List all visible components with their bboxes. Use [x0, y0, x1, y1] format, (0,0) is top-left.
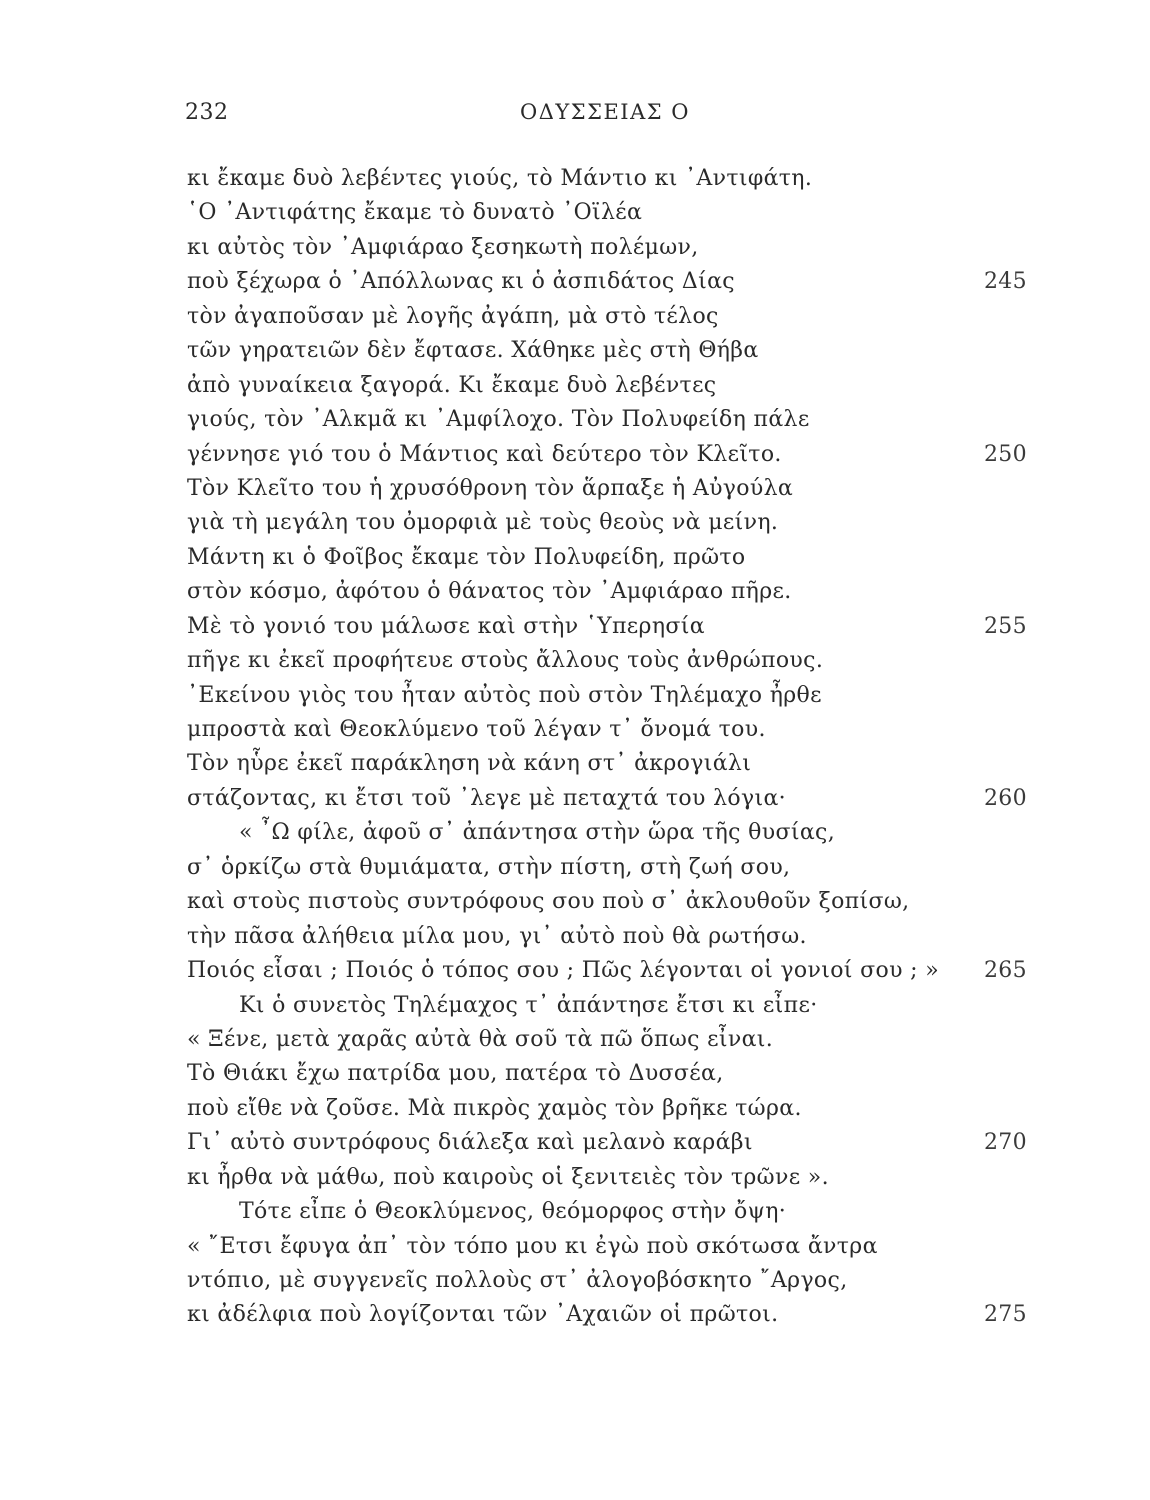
verse-text: Ποιός εἶσαι ; Ποιός ὁ τόπος σου ; Πῶς λέγονται οἱ γονιοί σου ; »	[187, 958, 940, 984]
verse-text: Γι᾿ αὐτὸ συντρόφους διάλεξα καὶ μελανὸ καράβι	[187, 1130, 753, 1156]
verse-line	[187, 1092, 1027, 1126]
verse-line	[187, 369, 1027, 403]
verse-text: στὸν κόσμο, ἀφότου ὁ θάνατος τὸν ᾿Αμφιάραο πῆρε.	[187, 579, 792, 605]
verse-text: σ᾿ ὁρκίζω στὰ θυμιάματα, στὴν πίστη, στὴ ζωή σου,	[187, 854, 791, 880]
verse-line	[187, 1023, 1027, 1057]
verse-line	[187, 1298, 1027, 1332]
verse-line	[187, 1161, 1027, 1195]
verse-line	[187, 506, 1027, 540]
page-header	[185, 100, 1025, 136]
verse-text: γέννησε γιό του ὁ Μάντιος καὶ δεύτερο τὸν Κλεῖτο.	[187, 441, 782, 467]
verse-line	[187, 644, 1027, 678]
verse-text: Μὲ τὸ γονιό του μάλωσε καὶ στὴν ῾Υπερησία	[187, 613, 705, 639]
verse-line	[187, 575, 1027, 609]
verse-text: τὸν ἀγαποῦσαν μὲ λογῆς ἀγάπη, μὰ στὸ τέλος	[187, 303, 719, 329]
verse-line	[187, 610, 1027, 644]
verse-text: Τότε εἶπε ὁ Θεοκλύμενος, θεόμορφος στὴν ὄψη·	[239, 1199, 787, 1225]
page-number: 232	[185, 100, 229, 125]
verse-text: γιούς, τὸν ᾿Αλκμᾶ κι ᾿Αμφίλοχο. Τὸν Πολυφείδη πάλε	[187, 407, 810, 433]
verse-line	[187, 472, 1027, 506]
verse-text: Μάντη κι ὁ Φοῖβος ἔκαμε τὸν Πολυφείδη, πρῶτο	[187, 544, 746, 570]
line-number: 245	[983, 269, 1027, 295]
verse-text: γιὰ τὴ μεγάλη του ὀμορφιὰ μὲ τοὺς θεοὺς νὰ μείνη.	[187, 510, 779, 536]
verse-line	[187, 541, 1027, 575]
verse-text: κι ἦρθα νὰ μάθω, ποὺ καιροὺς οἱ ξενιτειὲς τὸν τρῶνε ».	[187, 1164, 829, 1190]
verse-line	[187, 438, 1027, 472]
verse-line	[187, 1057, 1027, 1091]
verse-text: ἀπὸ γυναίκεια ξαγορά. Κι ἔκαμε δυὸ λεβέντες	[187, 372, 717, 398]
verse-line	[187, 1195, 1027, 1229]
verse-line	[187, 851, 1027, 885]
verse-text: τὴν πᾶσα ἀλήθεια μίλα μου, γι᾿ αὐτὸ ποὺ θὰ ρωτήσω.	[187, 923, 807, 949]
verse-line	[187, 1264, 1027, 1298]
line-number: 265	[983, 958, 1027, 984]
verse-text: κι ἔκαμε δυὸ λεβέντες γιούς, τὸ Μάντιο κι ᾿Αντιφάτη.	[187, 166, 813, 191]
verse-text: ῾Ο ᾿Αντιφάτης ἔκαμε τὸ δυνατὸ ᾿Οϊλέα	[187, 200, 643, 226]
line-number: 270	[983, 1130, 1027, 1156]
poem-text	[187, 162, 1027, 1333]
verse-line	[187, 403, 1027, 437]
verse-text: « ῎Ετσι ἔφυγα ἀπ᾿ τὸν τόπο μου κι ἐγὼ ποὺ σκότωσα ἄντρα	[187, 1233, 878, 1259]
verse-text: Τὸν ηὗρε ἐκεῖ παράκληση νὰ κάνη στ᾿ ἀκρογιάλι	[187, 751, 752, 777]
verse-line	[187, 713, 1027, 747]
verse-text: στάζοντας, κι ἔτσι τοῦ ᾽λεγε μὲ πεταχτά του λόγια·	[187, 785, 786, 811]
verse-text: Τὸ Θιάκι ἔχω πατρίδα μου, πατέρα τὸ Δυσσέα,	[187, 1061, 724, 1087]
verse-text: Τὸν Κλεῖτο του ἡ χρυσόθρονη τὸν ἅρπαξε ἡ Αὐγούλα	[187, 475, 794, 501]
verse-text: ντόπιο, μὲ συγγενεῖς πολλοὺς στ᾿ ἀλογοβόσκητο ῎Αργος,	[187, 1268, 848, 1293]
verse-line	[187, 989, 1027, 1023]
verse-line	[187, 265, 1027, 299]
verse-line	[187, 162, 1027, 196]
verse-line	[187, 196, 1027, 230]
verse-text: ποὺ εἴθε νὰ ζοῦσε. Μὰ πικρὸς χαμὸς τὸν βρῆκε τώρα.	[187, 1095, 802, 1121]
line-number: 275	[983, 1302, 1027, 1328]
verse-text: πῆγε κι ἐκεῖ προφήτευε στοὺς ἄλλους τοὺς ἀνθρώπους.	[187, 648, 824, 674]
verse-line	[187, 885, 1027, 919]
verse-line	[187, 782, 1027, 816]
line-number: 255	[983, 613, 1027, 639]
verse-line	[187, 334, 1027, 368]
verse-text: καὶ στοὺς πιστοὺς συντρόφους σου ποὺ σ᾿ ἀκλουθοῦν ξοπίσω,	[187, 889, 910, 915]
verse-line	[187, 816, 1027, 850]
verse-text: μπροστὰ καὶ Θεοκλύμενο τοῦ λέγαν τ᾿ ὄνομά του.	[187, 717, 766, 742]
running-title: ΟΔΥΣΣΕΙΑΣ Ο	[520, 100, 690, 124]
verse-text: Κι ὁ συνετὸς Τηλέμαχος τ᾿ ἀπάντησε ἔτσι κι εἶπε·	[239, 992, 818, 1018]
verse-line	[187, 954, 1027, 988]
line-number: 260	[983, 785, 1027, 811]
verse-text: τῶν γηρατειῶν δὲν ἔφτασε. Χάθηκε μὲς στὴ Θήβα	[187, 338, 759, 364]
verse-text: « Ξένε, μετὰ χαρᾶς αὐτὰ θὰ σοῦ τὰ πῶ ὅπως εἶναι.	[187, 1026, 774, 1052]
verse-text: κι ἀδέλφια ποὺ λογίζονται τῶν ᾿Αχαιῶν οἱ πρῶτοι.	[187, 1302, 779, 1328]
verse-text: « ῏Ω φίλε, ἀφοῦ σ᾿ ἀπάντησα στὴν ὥρα τῆς θυσίας,	[239, 820, 836, 846]
verse-line	[187, 300, 1027, 334]
verse-text: ποὺ ξέχωρα ὁ ᾿Απόλλωνας κι ὁ ἀσπιδάτος Δίας	[187, 269, 735, 295]
verse-line	[187, 920, 1027, 954]
verse-text: ᾿Εκείνου γιὸς του ἦταν αὐτὸς ποὺ στὸν Τηλέμαχο ἦρθε	[187, 682, 822, 708]
verse-line	[187, 747, 1027, 781]
verse-line	[187, 231, 1027, 265]
verse-text: κι αὐτὸς τὸν ᾿Αμφιάραο ξεσηκωτὴ πολέμων,	[187, 234, 699, 260]
verse-line	[187, 679, 1027, 713]
verse-line	[187, 1126, 1027, 1160]
line-number: 250	[983, 441, 1027, 467]
verse-line	[187, 1230, 1027, 1264]
